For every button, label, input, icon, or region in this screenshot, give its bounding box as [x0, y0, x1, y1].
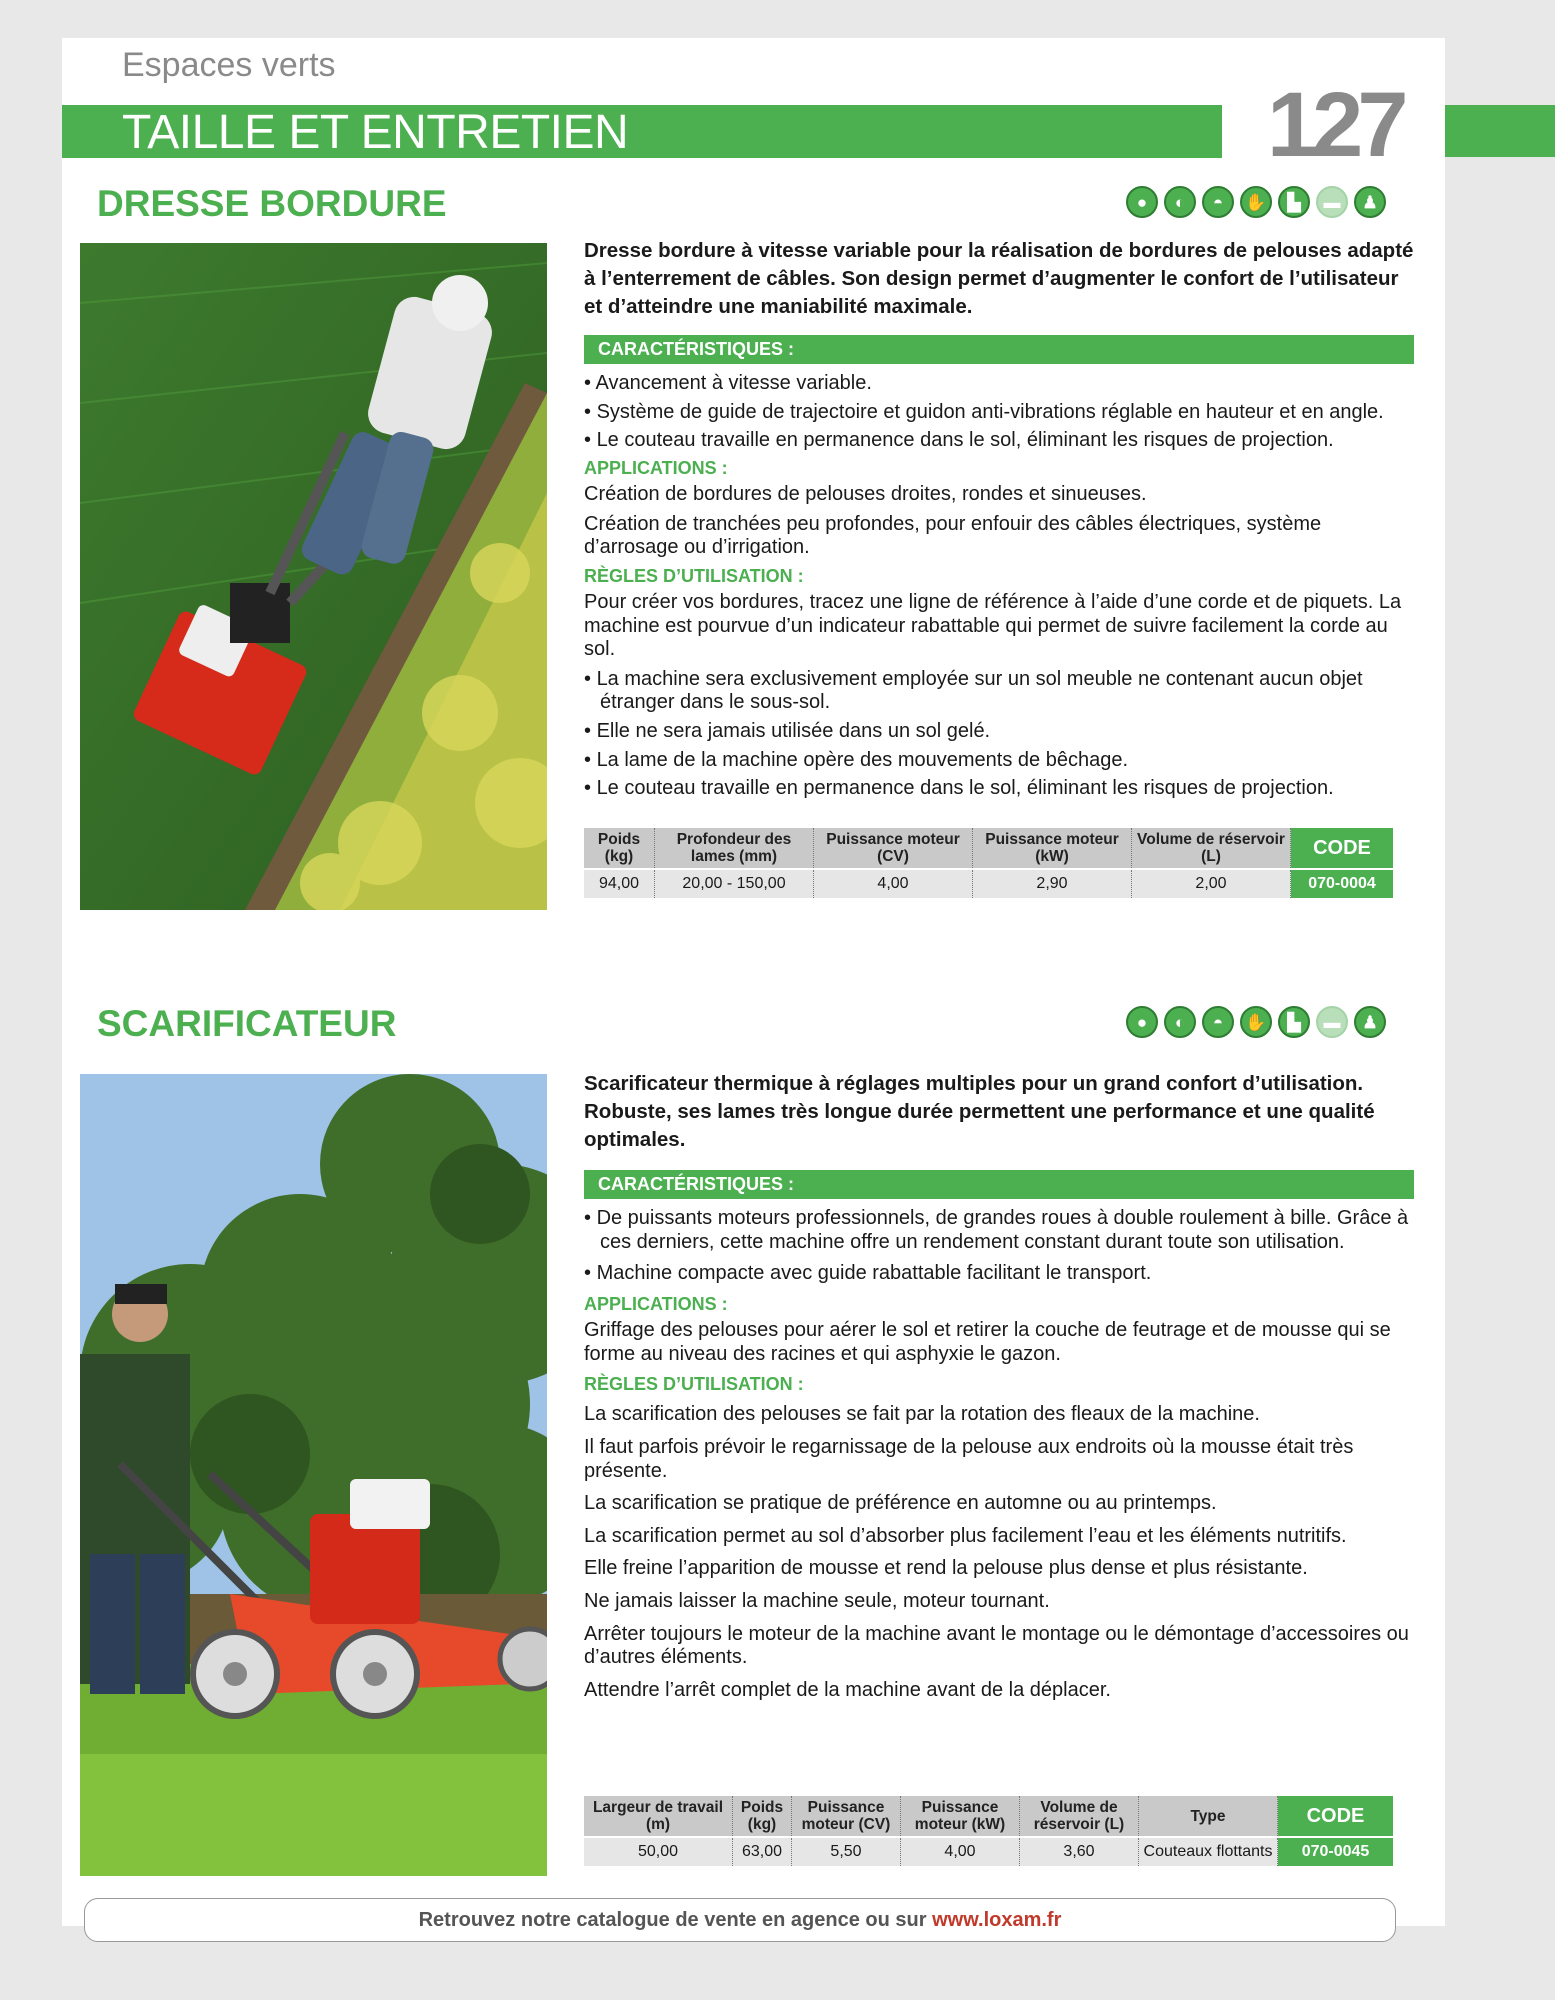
table-header: Largeur de travail (m): [584, 1796, 733, 1837]
product-code: 070-0045: [1278, 1837, 1394, 1866]
table-header: Puissance moteur (kW): [973, 828, 1132, 869]
table-cell: Couteaux flottants: [1139, 1837, 1278, 1866]
visor-icon: ▬: [1316, 186, 1348, 218]
rule-item: La scarification se pratique de préférence en automne ou au printemps.: [584, 1492, 1217, 1515]
table-cell: 2,00: [1132, 869, 1291, 898]
product-code: 070-0004: [1291, 869, 1394, 898]
spec-table-dresse-bordure: [584, 828, 1393, 898]
rule-item: • La machine sera exclusivement employée sur un sol meuble ne contenant aucun objet étranger dans le sous-sol.: [584, 668, 1414, 715]
table-row: [584, 869, 1393, 898]
feature-item: • Avancement à vitesse variable.: [584, 372, 1414, 396]
rule-item: La scarification des pelouses se fait par la rotation des fleaux de la machine.: [584, 1403, 1260, 1426]
side-tab-band: [1445, 105, 1555, 157]
text-scarificateur: [584, 1070, 1414, 1708]
rule-item: • Le couteau travaille en permanence dans le sol, éliminant les risques de projection.: [584, 777, 1414, 801]
footer-text: Retrouvez notre catalogue de vente en agence ou sur: [418, 1909, 933, 1931]
rule-item: Ne jamais laisser la machine seule, moteur tournant.: [584, 1590, 1050, 1612]
table-header-row: [584, 828, 1393, 869]
rule-item: • La lame de la machine opère des mouvements de bêchage.: [584, 749, 1414, 773]
overalls-icon: ♟: [1354, 186, 1386, 218]
product-intro: Scarificateur thermique à réglages multiples pour un grand confort d’utilisation. Robuste, ses lames très longue durée permettent une performance et une qualité optimales.: [584, 1072, 1375, 1151]
table-header-code: CODE: [1291, 828, 1394, 869]
safety-icons: [1126, 186, 1386, 218]
catalog-page: [62, 38, 1445, 1926]
table-header-row: [584, 1796, 1393, 1837]
helmet-icon: ◓: [1202, 1006, 1234, 1038]
mask-icon: ●: [1126, 186, 1158, 218]
applications-heading: APPLICATIONS :: [584, 1293, 728, 1314]
overalls-icon: ♟: [1354, 1006, 1386, 1038]
table-cell: 20,00 - 150,00: [655, 869, 814, 898]
applications-heading: APPLICATIONS :: [584, 457, 728, 478]
feature-item: • Le couteau travaille en permanence dans le sol, éliminant les risques de projection.: [584, 429, 1414, 453]
feature-item: • Machine compacte avec guide rabattable facilitant le transport.: [584, 1262, 1414, 1286]
rule-item: La scarification permet au sol d’absorber plus facilement l’eau et les éléments nutritifs.: [584, 1524, 1347, 1547]
rules-heading: RÈGLES D’UTILISATION :: [584, 565, 804, 586]
rules-heading: RÈGLES D’UTILISATION :: [584, 1374, 804, 1395]
table-cell: 63,00: [733, 1837, 792, 1866]
spec-table-scarificateur: [584, 1796, 1393, 1866]
table-cell: 94,00: [584, 869, 655, 898]
table-row: [584, 1837, 1393, 1866]
table-header: Volume de réservoir (L): [1020, 1796, 1139, 1837]
boots-icon: ▙: [1278, 1006, 1310, 1038]
table-cell: 4,00: [901, 1837, 1020, 1866]
application-item: Création de tranchées peu profondes, pour enfouir des câbles électriques, système d’arrosage ou d’irrigation.: [584, 512, 1322, 559]
photo-dresse-bordure: [80, 243, 547, 910]
gloves-icon: ✋: [1240, 1006, 1272, 1038]
product-title-dresse-bordure: DRESSE BORDURE: [97, 183, 447, 224]
table-header-code: CODE: [1278, 1796, 1394, 1837]
feature-item: • Système de guide de trajectoire et guidon anti-vibrations réglable en hauteur et en angle.: [584, 401, 1414, 425]
photo-scarificateur: [80, 1074, 547, 1876]
gloves-icon: ✋: [1240, 186, 1272, 218]
table-header: Type: [1139, 1796, 1278, 1837]
footer-banner: [84, 1898, 1396, 1942]
application-item: Griffage des pelouses pour aérer le sol et retirer la couche de feutrage et de mousse qui se forme au niveau des racines et qui asphyxie le gazon.: [584, 1319, 1391, 1365]
table-header: Poids (kg): [733, 1796, 792, 1837]
table-cell: 4,00: [814, 869, 973, 898]
features-heading: CARACTÉRISTIQUES :: [584, 1170, 1414, 1199]
table-header: Poids (kg): [584, 828, 655, 869]
table-cell: 2,90: [973, 869, 1132, 898]
rule-item: Attendre l’arrêt complet de la machine avant de la déplacer.: [584, 1678, 1111, 1701]
visor-icon: ▬: [1316, 1006, 1348, 1038]
table-header: Puissance moteur (CV): [814, 828, 973, 869]
boots-icon: ▙: [1278, 186, 1310, 218]
page-number: 127: [1267, 74, 1403, 176]
table-cell: 5,50: [792, 1837, 901, 1866]
footer-link[interactable]: www.loxam.fr: [932, 1909, 1062, 1931]
rule-item: Il faut parfois prévoir le regarnissage de la pelouse aux endroits où la mousse était très présente.: [584, 1436, 1354, 1482]
feature-item: • De puissants moteurs professionnels, de grandes roues à double roulement à bille. Grâce à ces derniers, cette machine offre un rendement constant durant toute son utilisation.: [584, 1207, 1414, 1254]
application-item: Création de bordures de pelouses droites, rondes et sinueuses.: [584, 483, 1147, 506]
product-intro: Dresse bordure à vitesse variable pour la réalisation de bordures de pelouses adapté à l’enterrement de câbles. Son design permet d’augmenter le confort de l’utilisateur et d’atteindre une maniabilité maximale.: [584, 239, 1414, 318]
rule-item: Elle freine l’apparition de mousse et rend la pelouse plus dense et plus résistante.: [584, 1557, 1308, 1580]
table-header: Profondeur des lames (mm): [655, 828, 814, 869]
table-header: Puissance moteur (kW): [901, 1796, 1020, 1837]
mask-icon: ●: [1126, 1006, 1158, 1038]
features-heading: CARACTÉRISTIQUES :: [584, 335, 1414, 364]
rules-intro: Pour créer vos bordures, tracez une ligne de référence à l’aide d’une corde et de piquets. La machine est pourvue d’un indicateur rabattable qui permet de suivre facilement la corde au sol.: [584, 591, 1402, 661]
text-dresse-bordure: [584, 237, 1414, 806]
rule-item: • Elle ne sera jamais utilisée dans un sol gelé.: [584, 720, 1414, 744]
product-title-scarificateur: SCARIFICATEUR: [97, 1003, 397, 1044]
table-cell: 3,60: [1020, 1837, 1139, 1866]
safety-icons: [1126, 1006, 1386, 1038]
page-title: TAILLE ET ENTRETIEN: [122, 106, 629, 159]
rule-item: Arrêter toujours le moteur de la machine avant le montage ou le démontage d’accessoires ou d’autres éléments.: [584, 1622, 1409, 1669]
ear-protection-icon: ◐: [1164, 186, 1196, 218]
helmet-icon: ◓: [1202, 186, 1234, 218]
table-cell: 50,00: [584, 1837, 733, 1866]
section-label: Espaces verts: [122, 46, 336, 84]
table-header: Puissance moteur (CV): [792, 1796, 901, 1837]
ear-protection-icon: ◐: [1164, 1006, 1196, 1038]
table-header: Volume de réservoir (L): [1132, 828, 1291, 869]
